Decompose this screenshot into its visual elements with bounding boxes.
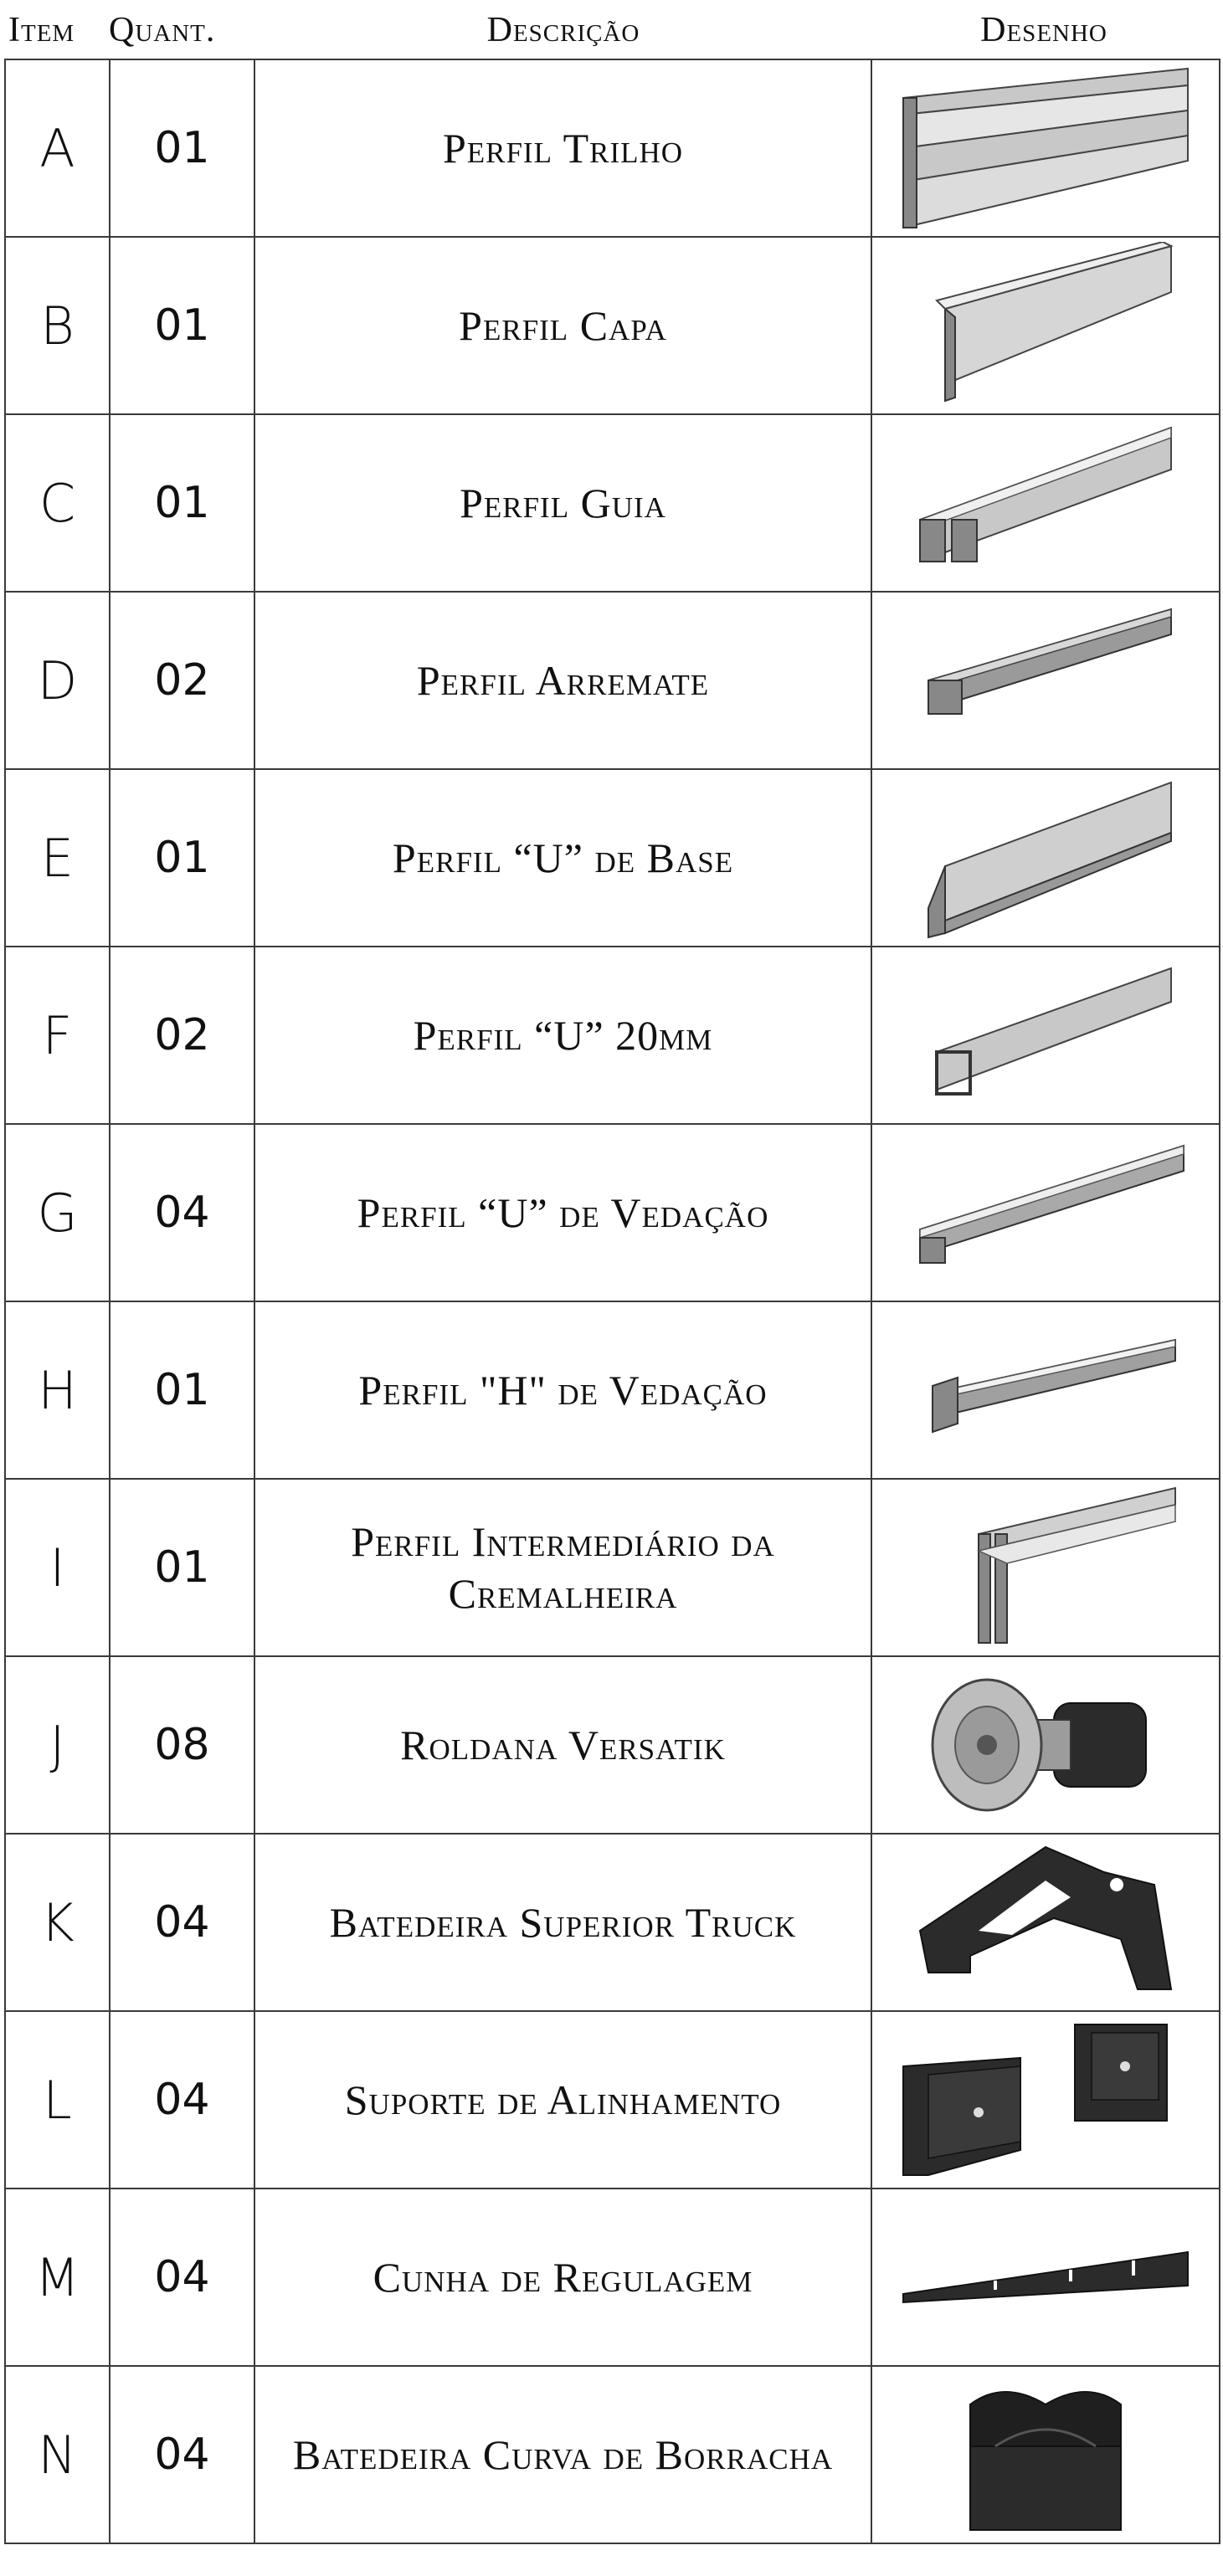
item-code: I: [5, 1479, 110, 1656]
u-base-profile-icon: [872, 774, 1219, 942]
description-text: Suporte de Alinhamento: [344, 2076, 782, 2123]
table-row: [5, 59, 1220, 237]
quantity-cell: 01: [110, 59, 254, 237]
description-cell: [254, 414, 871, 592]
quantity-cell: 04: [110, 2366, 254, 2543]
quantity-cell: 02: [110, 947, 254, 1124]
drawing-cell: [871, 592, 1220, 769]
item-code: E: [5, 769, 110, 947]
description-cell: [254, 947, 871, 1124]
quantity-cell: 02: [110, 592, 254, 769]
cover-profile-icon: [872, 242, 1219, 409]
description-cell: [254, 2189, 871, 2366]
description-cell: [254, 2011, 871, 2189]
drawing-cell: [871, 2366, 1220, 2543]
item-code: L: [5, 2011, 110, 2189]
description-cell: [254, 1834, 871, 2011]
table-row: [5, 592, 1220, 769]
drawing-cell: [871, 2011, 1220, 2189]
table-row: [5, 1656, 1220, 1834]
item-code: H: [5, 1301, 110, 1479]
u-20mm-profile-icon: [872, 952, 1219, 1119]
item-code: F: [5, 947, 110, 1124]
description-cell: [254, 1301, 871, 1479]
description-text: Perfil Trilho: [442, 124, 684, 172]
rubber-curved-stop-icon: [872, 2371, 1219, 2538]
description-cell: [254, 769, 871, 947]
finishing-profile-icon: [872, 597, 1219, 764]
drawing-cell: [871, 414, 1220, 592]
table-row: [5, 414, 1220, 592]
quantity-cell: 01: [110, 1301, 254, 1479]
quantity-cell: 04: [110, 2189, 254, 2366]
table-row: [5, 237, 1220, 414]
item-code: G: [5, 1124, 110, 1301]
description-text: Perfil “U” 20mm: [413, 1011, 713, 1059]
rack-intermediate-profile-icon: [872, 1484, 1219, 1651]
drawing-cell: [871, 59, 1220, 237]
rail-profile-icon: [872, 64, 1219, 232]
table-row: [5, 1479, 1220, 1656]
header-item: Item: [8, 11, 75, 49]
item-code: B: [5, 237, 110, 414]
drawing-cell: [871, 237, 1220, 414]
description-cell: [254, 1124, 871, 1301]
table-row: [5, 2011, 1220, 2189]
table-row: [5, 769, 1220, 947]
header-quantity: Quant.: [109, 11, 216, 49]
quantity-cell: 01: [110, 1479, 254, 1656]
item-code: A: [5, 59, 110, 237]
description-cell: [254, 2366, 871, 2543]
description-text: Batedeira Curva de Borracha: [292, 2430, 834, 2478]
drawing-cell: [871, 1479, 1220, 1656]
u-sealing-profile-icon: [872, 1129, 1219, 1296]
table-row: [5, 1834, 1220, 2011]
quantity-cell: 04: [110, 1834, 254, 2011]
quantity-cell: 04: [110, 2011, 254, 2189]
table-row: [5, 1124, 1220, 1301]
description-text: Cunha de Regulagem: [373, 2253, 753, 2301]
item-code: M: [5, 2189, 110, 2366]
description-text: Perfil Arremate: [416, 656, 710, 704]
description-text: Perfil "H" de Vedação: [358, 1366, 768, 1414]
table-row: [5, 1301, 1220, 1479]
quantity-cell: 01: [110, 414, 254, 592]
header-description: Descrição: [486, 11, 640, 49]
description-text: Batedeira Superior Truck: [329, 1898, 797, 1946]
quantity-cell: 01: [110, 769, 254, 947]
item-code: C: [5, 414, 110, 592]
description-text: Perfil “U” de Base: [392, 834, 734, 881]
description-cell: [254, 237, 871, 414]
drawing-cell: [871, 947, 1220, 1124]
description-cell: [254, 1479, 871, 1656]
drawing-cell: [871, 1124, 1220, 1301]
quantity-cell: 04: [110, 1124, 254, 1301]
description-cell: [254, 592, 871, 769]
drawing-cell: [871, 2189, 1220, 2366]
table-row: [5, 947, 1220, 1124]
item-code: D: [5, 592, 110, 769]
description-text: Perfil Intermediário da Cremalheira: [351, 1517, 775, 1617]
drawing-cell: [871, 1834, 1220, 2011]
description-cell: [254, 1656, 871, 1834]
quantity-cell: 01: [110, 237, 254, 414]
table-row: [5, 2366, 1220, 2543]
description-cell: [254, 59, 871, 237]
header-drawing: Desenho: [980, 11, 1107, 49]
guide-profile-icon: [872, 419, 1219, 587]
drawing-cell: [871, 769, 1220, 947]
description-text: Perfil Guia: [460, 479, 666, 526]
item-code: N: [5, 2366, 110, 2543]
drawing-cell: [871, 1656, 1220, 1834]
upper-stop-bracket-icon: [872, 1839, 1219, 2006]
h-sealing-profile-icon: [872, 1306, 1219, 1474]
item-code: J: [5, 1656, 110, 1834]
pulley-wheel-icon: [872, 1661, 1219, 1829]
description-text: Roldana Versatik: [400, 1721, 726, 1768]
description-text: Perfil “U” de Vedação: [357, 1188, 769, 1236]
description-text: Perfil Capa: [459, 301, 667, 349]
drawing-cell: [871, 1301, 1220, 1479]
alignment-support-icon: [872, 2016, 1219, 2183]
adjustment-wedge-icon: [872, 2194, 1219, 2361]
table-row: [5, 2189, 1220, 2366]
quantity-cell: 08: [110, 1656, 254, 1834]
item-code: K: [5, 1834, 110, 2011]
parts-table: [4, 59, 1220, 2544]
